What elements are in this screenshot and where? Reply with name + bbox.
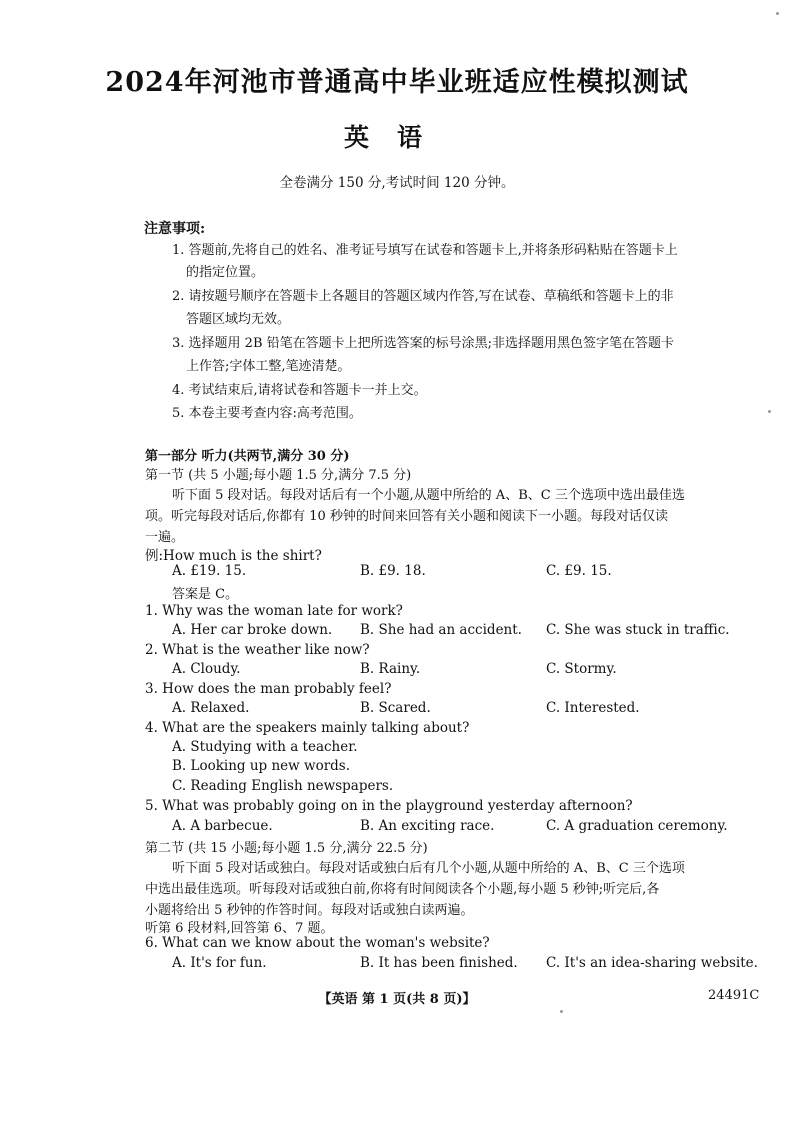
question-4-option-a: A. Studying with a teacher.: [172, 739, 358, 755]
question-2-option-b: B. Rainy.: [360, 661, 421, 677]
example-option-b: B. £9. 18.: [360, 563, 426, 579]
part1-heading: 第一部分 听力(共两节,满分 30 分): [145, 449, 350, 464]
question-2: 2. What is the weather like now?: [145, 642, 370, 658]
question-1-option-b: B. She had an accident.: [360, 622, 522, 638]
section1-heading: 第一节 (共 5 小题;每小题 1.5 分,满分 7.5 分): [145, 468, 412, 483]
question-6-option-a: A. It's for fun.: [172, 955, 267, 971]
question-5: 5. What was probably going on in the playground yesterday afternoon?: [145, 798, 633, 814]
scan-speck: [768, 410, 771, 413]
section2-instruction: 听下面 5 段对话或独白。每段对话或独白后有几个小题,从题中所给的 A、B、C 三个选项: [172, 861, 685, 876]
paper-code: 24491C: [708, 988, 760, 1003]
question-5-option-b: B. An exciting race.: [360, 818, 495, 834]
scan-speck: [776, 12, 779, 15]
example-option-c: C. £9. 15.: [546, 563, 612, 579]
notice-line: 1. 答题前,先将自己的姓名、准考证号填写在试卷和答题卡上,并将条形码粘贴在答题卡上: [172, 243, 678, 258]
question-2-option-a: A. Cloudy.: [172, 661, 241, 677]
notice-line: 3. 选择题用 2B 铅笔在答题卡上把所选答案的标号涂黑;非选择题用黑色签字笔在答题卡: [172, 336, 675, 351]
section1-instruction: 听下面 5 段对话。每段对话后有一个小题,从题中所给的 A、B、C 三个选项中选出最佳选: [172, 488, 685, 503]
notice-heading: 注意事项:: [144, 221, 206, 237]
exam-title: 2024年河池市普通高中毕业班适应性模拟测试: [105, 67, 689, 98]
question-1-option-c: C. She was stuck in traffic.: [546, 622, 730, 638]
scan-speck: [560, 1010, 563, 1013]
question-3-option-a: A. Relaxed.: [172, 700, 250, 716]
question-6-option-b: B. It has been finished.: [360, 955, 518, 971]
notice-line: 5. 本卷主要考查内容:高考范围。: [172, 406, 362, 421]
question-5-option-c: C. A graduation ceremony.: [546, 818, 728, 834]
subject-title: 英语: [343, 123, 450, 152]
section1-instruction: 项。听完每段对话后,你都有 10 秒钟的时间来回答有关小题和阅读下一小题。每段对话仅读: [145, 509, 668, 524]
section1-instruction: 一遍。: [145, 530, 185, 545]
example-option-a: A. £19. 15.: [172, 563, 247, 579]
notice-line: 答题区域均无效。: [186, 312, 291, 327]
question-3-option-c: C. Interested.: [546, 700, 640, 716]
question-2-option-c: C. Stormy.: [546, 661, 617, 677]
notice-line: 的指定位置。: [186, 265, 265, 280]
question-4-option-b: B. Looking up new words.: [172, 758, 351, 774]
question-3-option-b: B. Scared.: [360, 700, 431, 716]
question-3: 3. How does the man probably feel?: [145, 681, 392, 697]
example-question: 例:How much is the shirt?: [145, 548, 322, 564]
notice-line: 上作答;字体工整,笔迹清楚。: [186, 359, 351, 374]
question-1-option-a: A. Her car broke down.: [172, 622, 333, 638]
question-1: 1. Why was the woman late for work?: [145, 603, 403, 619]
page-footer: 【英语 第 1 页(共 8 页)】: [318, 992, 476, 1007]
question-6-option-c: C. It's an idea-sharing website.: [546, 955, 758, 971]
notice-line: 4. 考试结束后,请将试卷和答题卡一并上交。: [172, 383, 427, 398]
section2-heading: 第二节 (共 15 小题;每小题 1.5 分,满分 22.5 分): [145, 841, 428, 856]
question-5-option-a: A. A barbecue.: [172, 818, 273, 834]
score-line: 全卷满分 150 分,考试时间 120 分钟。: [279, 175, 515, 191]
question-6: 6. What can we know about the woman's website?: [145, 935, 490, 951]
notice-line: 2. 请按题号顺序在答题卡上各题目的答题区域内作答,写在试卷、草稿纸和答题卡上的非: [172, 289, 674, 304]
question-4-option-c: C. Reading English newspapers.: [172, 778, 394, 794]
example-answer: 答案是 C。: [172, 587, 239, 602]
question-4: 4. What are the speakers mainly talking about?: [145, 720, 470, 736]
material-note: 听第 6 段材料,回答第 6、7 题。: [145, 921, 334, 936]
section2-instruction: 中选出最佳选项。听每段对话或独白前,你将有时间阅读各个小题,每小题 5 秒钟;听完后,各: [145, 882, 660, 897]
section2-instruction: 小题将给出 5 秒钟的作答时间。每段对话或独白读两遍。: [145, 903, 474, 918]
